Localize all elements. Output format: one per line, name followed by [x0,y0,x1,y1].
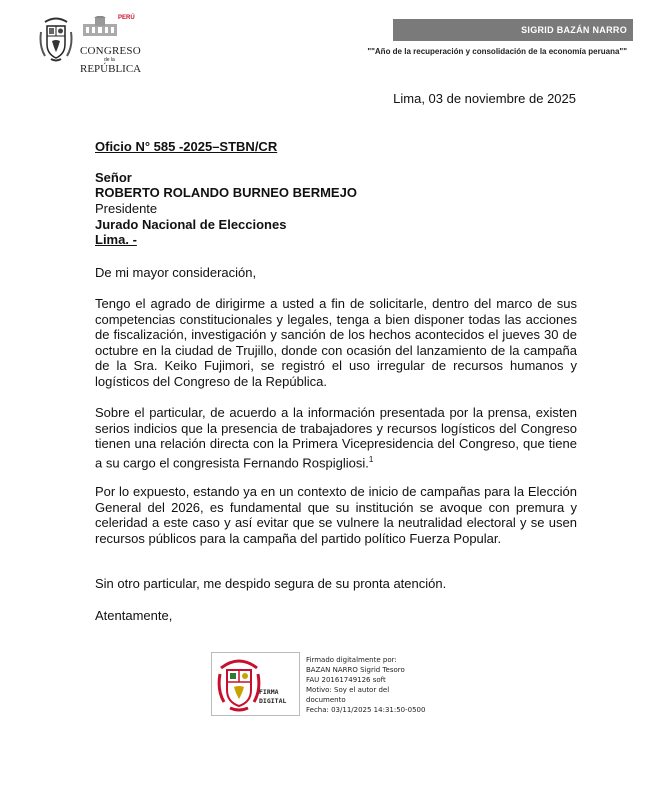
stamp-label [259,688,286,706]
stamp-label-firma: FIRMA [259,688,279,696]
year-motto: ""Año de la recuperación y consolidación de la economía peruana"" [367,47,627,56]
recipient-name: ROBERTO ROLANDO BURNEO BERMEJO [95,185,357,200]
oficio-number: Oficio N° 585 -2025–STBN/CR [95,139,278,154]
letter-date: Lima, 03 de noviembre de 2025 [393,91,576,106]
congress-seal [80,13,142,75]
body-paragraph-1: Tengo el agrado de dirigirme a usted a fin de solicitarle, dentro del marco de sus competencias constitucionales y legales, tenga a bien disponer todas las acciones de fiscalización, investigación y sanción de los hechos acontecidos el jueves 30 de octubre en la ciudad de Trujillo, donde con ocasión del lanzamiento de la campaña de la Sra. Keiko Fujimori, se registró el uso irregular de recursos humanos y logísticos del Congreso de la República. [95,296,577,389]
signature-line: FAU 20161749126 soft [306,676,386,684]
signature-line: Firmado digitalmente por: [306,656,397,664]
signature-line: Fecha: 03/11/2025 14:31:50-0500 [306,706,426,714]
peru-emblem-icon [216,656,262,712]
body-paragraph-3: Por lo expuesto, estando ya en un contexto de inicio de campañas para la Elección General del 2026, es fundamental que su institución se avoque con premura y celeridad a este caso y así evitar que se vulnere la neutralidad electoral y se usen recursos públicos para la campaña del partido político Fuerza Popular. [95,484,577,546]
digital-signature-stamp [211,652,300,716]
recipient-organization: Jurado Nacional de Elecciones [95,217,287,232]
signature-line: documento [306,696,346,704]
closing: Atentamente, [95,608,173,623]
congress-building-icon [83,16,117,36]
recipient-role: Presidente [95,201,158,216]
footnote-reference: 1 [368,454,374,464]
body-paragraph-2 [95,405,577,470]
congressperson-name-bar: SIGRID BAZÁN NARRO [393,19,633,41]
greeting: De mi mayor consideración, [95,265,257,280]
stamp-label-digital: DIGITAL [259,697,287,705]
signature-line: BAZAN NARRO Sigrid Tesoro [306,666,405,674]
seal-peru-label: PERÚ [118,15,135,21]
recipient-city: Lima. - [95,232,137,247]
body-paragraph-4: Sin otro particular, me despido segura de su pronta atención. [95,576,447,591]
signature-details [306,655,425,715]
seal-republica-label: REPÚBLICA [80,63,142,75]
coat-of-arms-icon [39,16,73,64]
signature-line: Motivo: Soy el autor del [306,686,390,694]
seal-congreso-label: CONGRESO [80,45,141,57]
seal-de-la-label: de la [104,57,115,63]
paragraph-2-text: Sobre el particular, de acuerdo a la información presentada por la prensa, existen serios indicios que la presencia de trabajadores y recursos logísticos del Congreso tienen una relación directa con la Primera Vicepresidencia del Congreso, que tiene a su cargo el congresista Fernando Rospigliosi. [95,405,577,470]
salutation: Señor [95,170,132,185]
